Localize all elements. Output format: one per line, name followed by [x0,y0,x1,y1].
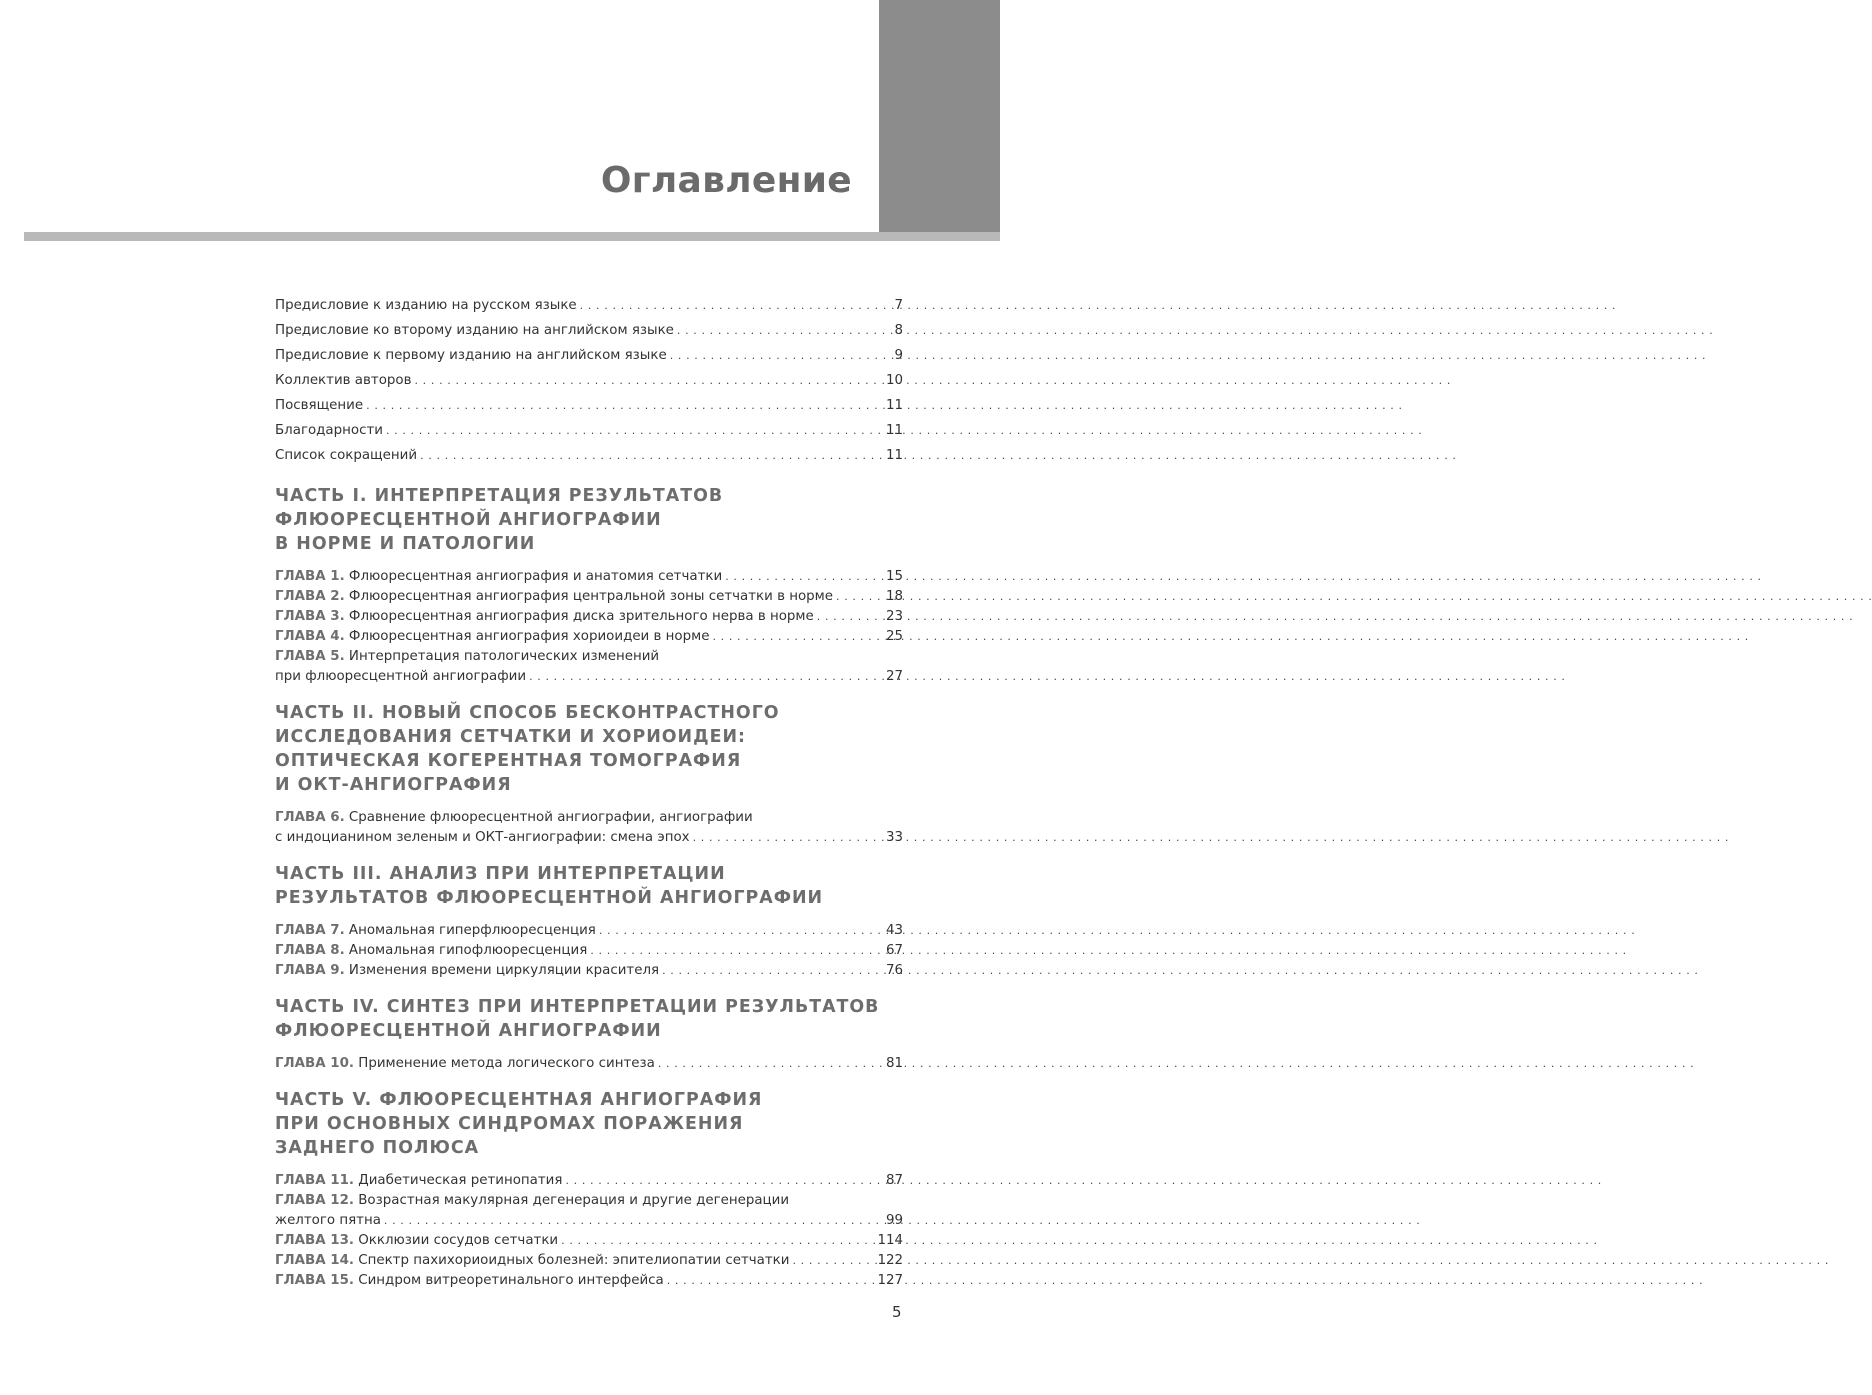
chapter-title: Интерпретация патологических изменений [348,649,660,664]
chapter-entry[interactable] [275,647,903,687]
chapter-page: 81 [885,1056,903,1071]
chapter-entry[interactable] [275,627,903,647]
chapter-page: 127 [877,1273,903,1288]
part-title-line: ФЛЮОРЕСЦЕНТНОЙ АНГИОГРАФИИ [275,1021,662,1041]
table-of-contents [275,293,903,1291]
chapter-label: ГЛАВА 3. [275,609,345,624]
chapter-title: Синдром витреоретинального интерфейса [358,1273,664,1288]
dot-leader [677,318,892,343]
part-5-title [275,1088,903,1160]
toc-entry-text: Благодарности [275,423,383,438]
header-gray-tab [879,0,1000,232]
toc-entry[interactable] [275,318,903,343]
part-3-title [275,862,903,910]
part-title-line: ИССЛЕДОВАНИЯ СЕТЧАТКИ И ХОРИОИДЕИ: [275,727,746,747]
dot-leader [561,1231,874,1251]
chapter-label: ГЛАВА 14. [275,1253,354,1268]
part-title-line: ЧАСТЬ IV. СИНТЕЗ ПРИ ИНТЕРПРЕТАЦИИ РЕЗУЛЬТАТОВ [275,997,880,1017]
dot-leader [529,667,883,687]
part-title-line: ЧАСТЬ I. ИНТЕРПРЕТАЦИЯ РЕЗУЛЬТАТОВ [275,486,724,506]
dot-leader [693,828,883,848]
dot-leader [712,627,882,647]
chapter-entry[interactable] [275,1171,903,1191]
dot-leader [384,1211,883,1231]
chapter-page: 15 [885,569,903,584]
chapter-entry[interactable] [275,941,903,961]
part-3-chapters [275,921,903,981]
toc-entry-text: Предисловие ко второму изданию на английском языке [275,323,674,338]
chapter-label: ГЛАВА 12. [275,1193,354,1208]
toc-entry[interactable] [275,368,903,393]
chapter-label: ГЛАВА 13. [275,1233,354,1248]
chapter-page: 87 [885,1173,903,1188]
part-title-line: РЕЗУЛЬТАТОВ ФЛЮОРЕСЦЕНТНОЙ АНГИОГРАФИИ [275,888,824,908]
chapter-label: ГЛАВА 6. [275,810,345,825]
chapter-page: 67 [885,943,903,958]
part-title-line: ПРИ ОСНОВНЫХ СИНДРОМАХ ПОРАЖЕНИЯ [275,1114,744,1134]
part-1-chapters [275,567,903,687]
chapter-title: Флюоресцентная ангиография центральной зоны сетчатки в норме [348,589,834,604]
toc-entry-page: 8 [894,323,903,338]
toc-entry[interactable] [275,393,903,418]
part-title-line: ФЛЮОРЕСЦЕНТНОЙ АНГИОГРАФИИ [275,510,662,530]
chapter-label: ГЛАВА 9. [275,963,345,978]
dot-leader [725,567,883,587]
dot-leader [658,1054,883,1074]
part-title-line: ОПТИЧЕСКАЯ КОГЕРЕНТНАЯ ТОМОГРАФИЯ [275,751,742,771]
part-2-title [275,701,903,797]
chapter-label: ГЛАВА 15. [275,1273,354,1288]
toc-entry-page: 11 [885,423,903,438]
toc-entry[interactable] [275,343,903,368]
chapter-page: 99 [885,1213,903,1228]
part-title-line: ЗАДНЕГО ПОЛЮСА [275,1138,480,1158]
chapter-label: ГЛАВА 7. [275,923,345,938]
dot-leader [792,1251,874,1271]
chapter-entry[interactable] [275,961,903,981]
chapter-page: 27 [885,669,903,684]
chapter-title: Применение метода логического синтеза [358,1056,655,1071]
part-title-line: ЧАСТЬ V. ФЛЮОРЕСЦЕНТНАЯ АНГИОГРАФИЯ [275,1090,763,1110]
toc-entry-page: 9 [894,348,903,363]
chapter-entry[interactable] [275,1191,903,1231]
chapter-title: Спектр пахихориоидных болезней: эпителиопатии сетчатки [358,1253,790,1268]
chapter-title: Возрастная макулярная дегенерация и другие дегенерации [358,1193,790,1208]
chapter-entry[interactable] [275,1251,903,1271]
toc-entry-page: 10 [885,373,903,388]
chapter-title-cont: с индоцианином зеленым и ОКТ-ангиографии: смена эпох [275,830,690,845]
dot-leader [414,368,882,393]
dot-leader [590,941,883,961]
page-number: 5 [892,1303,902,1321]
dot-leader [366,393,883,418]
dot-leader [817,607,883,627]
chapter-entry[interactable] [275,1054,903,1074]
chapter-entry[interactable] [275,1271,903,1291]
chapter-label: ГЛАВА 11. [275,1173,354,1188]
chapter-entry[interactable] [275,808,903,848]
dot-leader [667,1271,875,1291]
part-5-chapters [275,1171,903,1291]
chapter-title-cont: желтого пятна [275,1213,381,1228]
chapter-title: Аномальная гипофлюоресценция [348,943,588,958]
part-4-title [275,995,903,1043]
dot-leader [670,343,892,368]
dot-leader [836,587,883,607]
toc-entry-page: 11 [885,398,903,413]
part-title-line: В НОРМЕ И ПАТОЛОГИИ [275,534,536,554]
dot-leader [386,418,883,443]
toc-entry[interactable] [275,443,903,468]
chapter-entry[interactable] [275,607,903,627]
part-4-chapters [275,1054,903,1074]
toc-entry-text: Посвящение [275,398,364,413]
chapter-label: ГЛАВА 1. [275,569,345,584]
dot-leader [580,293,892,318]
chapter-title: Аномальная гиперфлюоресценция [348,923,596,938]
toc-entry-page: 7 [894,298,903,313]
chapter-title: Флюоресцентная ангиография хориоидеи в норме [348,629,710,644]
dot-leader [599,921,883,941]
front-matter-list [275,293,903,468]
chapter-page: 23 [885,609,903,624]
chapter-page: 122 [877,1253,903,1268]
part-title-line: И ОКТ-АНГИОГРАФИЯ [275,775,512,795]
chapter-title: Диабетическая ретинопатия [358,1173,563,1188]
chapter-page: 18 [885,589,903,604]
dot-leader [420,443,883,468]
chapter-page: 33 [885,830,903,845]
toc-entry-text: Список сокращений [275,448,418,463]
chapter-label: ГЛАВА 2. [275,589,345,604]
chapter-title: Сравнение флюоресцентной ангиографии, ангиографии [348,810,753,825]
chapter-page: 114 [877,1233,903,1248]
dot-leader [662,961,883,981]
toc-entry-text: Предисловие к первому изданию на английском языке [275,348,667,363]
dot-leader [565,1171,883,1191]
chapter-title: Флюоресцентная ангиография и анатомия сетчатки [348,569,723,584]
chapter-page: 76 [885,963,903,978]
part-1-title [275,484,903,556]
part-title-line: ЧАСТЬ III. АНАЛИЗ ПРИ ИНТЕРПРЕТАЦИИ [275,864,726,884]
toc-entry[interactable] [275,293,903,318]
part-2-chapters [275,808,903,848]
chapter-title: Окклюзии сосудов сетчатки [358,1233,559,1248]
chapter-page: 43 [885,923,903,938]
part-title-line: ЧАСТЬ II. НОВЫЙ СПОСОБ БЕСКОНТРАСТНОГО [275,703,780,723]
chapter-label: ГЛАВА 5. [275,649,345,664]
chapter-label: ГЛАВА 10. [275,1056,354,1071]
chapter-entry[interactable] [275,567,903,587]
page-title: Оглавление [600,160,852,201]
chapter-title-cont: при флюоресцентной ангиографии [275,669,527,684]
chapter-title: Флюоресцентная ангиография диска зрительного нерва в норме [348,609,814,624]
toc-entry-text: Предисловие к изданию на русском языке [275,298,577,313]
toc-entry[interactable] [275,418,903,443]
chapter-entry[interactable] [275,921,903,941]
chapter-page: 25 [885,629,903,644]
toc-entry-page: 11 [885,448,903,463]
chapter-label: ГЛАВА 4. [275,629,345,644]
chapter-title: Изменения времени циркуляции красителя [348,963,660,978]
chapter-label: ГЛАВА 8. [275,943,345,958]
toc-entry-text: Коллектив авторов [275,373,412,388]
header-gray-rule [24,232,1000,241]
chapter-entry[interactable] [275,1231,903,1251]
chapter-entry[interactable] [275,587,903,607]
